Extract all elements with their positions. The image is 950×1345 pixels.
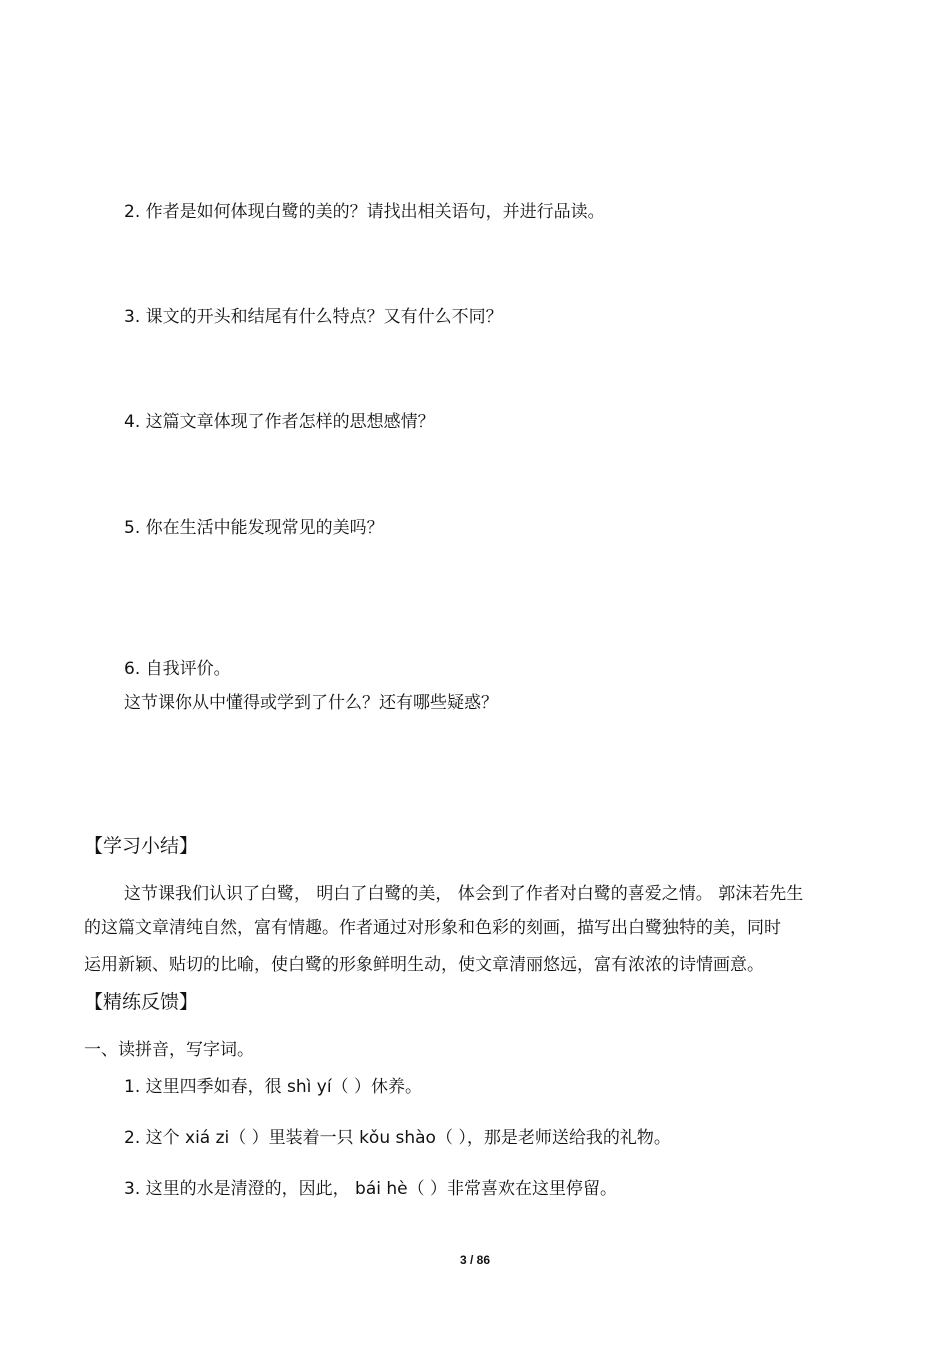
practice-heading: 【精练反馈】 [84,991,199,1013]
practice-item-1: 1. 这里四季如春，很 shì yí（ ）休养。 [124,1077,422,1097]
summary-paragraph-line-3: 运用新颖、贴切的比喻，使白鹭的形象鲜明生动，使文章清丽悠远，富有浓浓的诗情画意。 [84,955,764,975]
practice-section-1: 一、读拼音，写字词。 [84,1040,254,1060]
summary-heading: 【学习小结】 [84,835,199,857]
question-3: 3. 课文的开头和结尾有什么特点？又有什么不同？ [124,307,503,327]
practice-item-3: 3. 这里的水是清澄的，因此， bái hè（ ）非常喜欢在这里停留。 [124,1179,617,1199]
summary-paragraph-line-1: 这节课我们认识了白鹭， 明白了白鹭的美， 体会到了作者对白鹭的喜爱之情。 郭沫若先生 [124,884,804,904]
question-2: 2. 作者是如何体现白鹭的美的？请找出相关语句，并进行品读。 [124,202,605,222]
summary-paragraph-line-2: 的这篇文章清纯自然，富有情趣。作者通过对形象和色彩的刻画，描写出白鹭独特的美，同时 [84,918,781,938]
question-6: 6. 自我评价。 [124,659,231,679]
question-4: 4. 这篇文章体现了作者怎样的思想感情？ [124,412,435,432]
practice-item-2: 2. 这个 xiá zi（ ）里装着一只 kǒu shào（ ），那是老师送给我的礼物。 [124,1128,671,1148]
page-number: 3 / 86 [459,1253,491,1267]
question-6-prompt: 这节课你从中懂得或学到了什么？还有哪些疑惑？ [124,693,498,713]
question-5: 5. 你在生活中能发现常见的美吗？ [124,518,384,538]
